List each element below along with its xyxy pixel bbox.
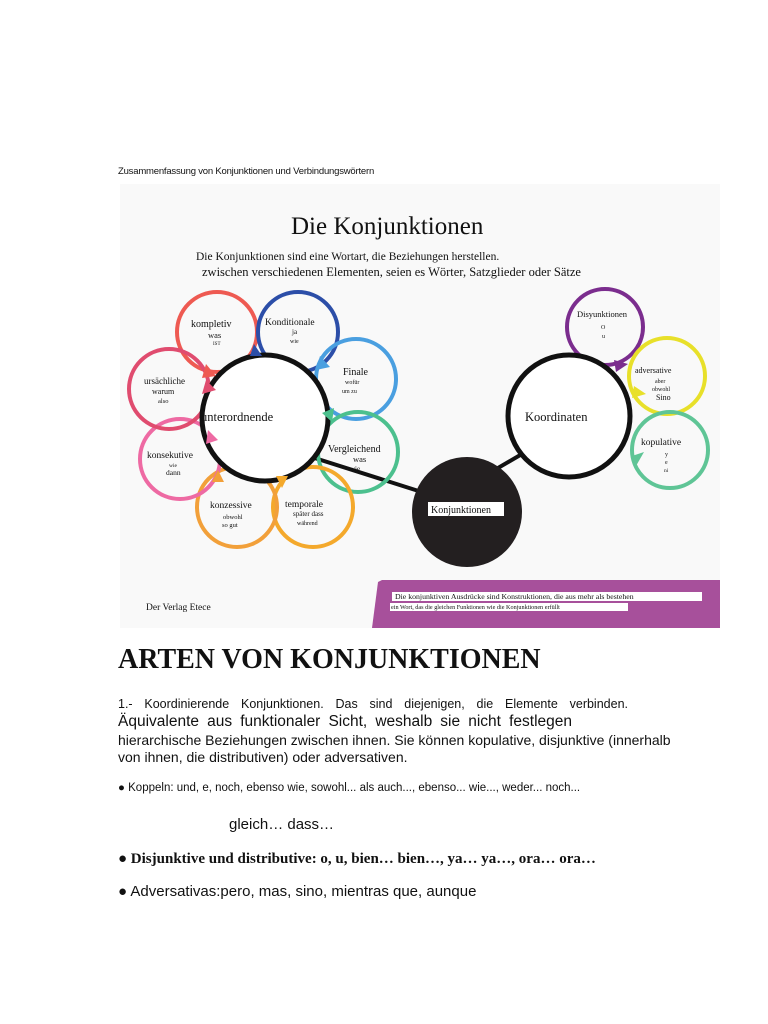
banner-line2: ein Wort, das die gleichen Funktionen wie die Konjunktionen erfüllt	[391, 604, 560, 611]
disjunktive-word1: O	[601, 325, 606, 331]
disjunktive-title: Disyunktionen	[577, 309, 628, 319]
conjunctions-diagram	[120, 184, 720, 628]
adversative-title: adversative	[635, 366, 672, 375]
ursaechliche-word1: warum	[152, 387, 175, 396]
document-caption: Zusammenfassung von Konjunktionen und Verbindungswörtern	[118, 166, 375, 177]
konsekutive-word2: dann	[166, 468, 181, 477]
vergleichend-word2: wie	[350, 465, 361, 473]
finale-word2: um zu	[342, 389, 357, 395]
bullet-koppeln: ● Koppeln: und, e, noch, ebenso wie, sowohl... als auch..., ebenso... wie..., weder... noch...	[118, 782, 581, 794]
adversative-word3: Sino	[656, 393, 671, 402]
indented-line: gleich… dass…	[229, 816, 335, 833]
publisher-credit: Der Verlag Etece	[146, 603, 211, 613]
right-hub-label: Koordinaten	[525, 410, 588, 424]
kompletiv-word1: was	[208, 330, 222, 340]
konditionale-title: Konditionale	[265, 318, 315, 328]
disjunktive-word2: u	[602, 334, 605, 340]
kopulative-word1: y	[665, 452, 668, 458]
konzessive-title: konzessive	[210, 501, 252, 511]
bullet-disjunktive: ● Disjunktive und distributive: o, u, bien… bien…, ya… ya…, ora… ora…	[118, 851, 596, 867]
kopulative-title: kopulative	[641, 438, 682, 448]
vergleichend-word1: was	[353, 454, 367, 464]
finale-word1: wofür	[345, 380, 360, 386]
temporale-title: temporale	[285, 500, 323, 510]
vergleichend-title: Vergleichend	[328, 444, 381, 455]
kopulative-word3: ni	[664, 468, 669, 474]
paragraph-equivalent-rest: hierarchische Beziehungen zwischen ihnen. Sie können kopulative, disjunktive (innerhalb von ihnen, die distributiven) oder adversativen.	[118, 732, 671, 765]
konsekutive-word1: wie	[169, 463, 177, 469]
temporale-word1: später dass	[293, 510, 324, 518]
petal-adversative	[629, 338, 705, 414]
paragraph-coordinating: 1.- Koordinierende Konjunktionen. Das sind diejenigen, die Elemente verbinden.	[118, 697, 628, 711]
kompletiv-title: kompletiv	[191, 319, 232, 330]
finale-title: Finale	[343, 367, 368, 378]
konsekutive-title: konsekutive	[147, 451, 193, 461]
konzessive-word2: so gut	[222, 522, 238, 529]
banner-line1: Die konjunktiven Ausdrücke sind Konstruktionen, die aus mehr als bestehen	[395, 592, 634, 601]
ursaechliche-title: ursächliche	[144, 376, 185, 386]
adversative-word2: obwohl	[652, 387, 670, 393]
konditionale-word1: ja	[292, 328, 298, 336]
ursaechliche-word2: also	[158, 398, 169, 405]
diagram-intro-line1: Die Konjunktionen sind eine Wortart, die Beziehungen herstellen.	[196, 251, 500, 263]
section-heading: ARTEN VON KONJUNKTIONEN	[118, 644, 541, 675]
diagram-title: Die Konjunktionen	[291, 213, 484, 240]
adversative-word1: aber	[655, 379, 666, 385]
center-label: Konjunktionen	[431, 505, 491, 516]
arrowhead-adversative	[632, 386, 646, 398]
diagram-intro-line2: zwischen verschiedenen Elementen, seien es Wörter, Satzglieder oder Sätze	[202, 265, 581, 279]
temporale-word2: während	[297, 521, 318, 527]
konzessive-word1: obwohl	[223, 514, 243, 521]
petal-kopulative	[632, 412, 708, 488]
left-hub-label: unterordnende	[201, 410, 274, 424]
paragraph-equivalent-line1: Äquivalente aus funktionaler Sicht, weshalb sie nicht festlegen	[118, 713, 572, 730]
kopulative-word2: e	[665, 460, 668, 466]
konditionale-word2: wie	[290, 339, 299, 345]
bullet-adversativas: ● Adversativas:pero, mas, sino, mientras que, aunque	[118, 883, 477, 900]
kompletiv-word2: IST	[213, 342, 221, 347]
